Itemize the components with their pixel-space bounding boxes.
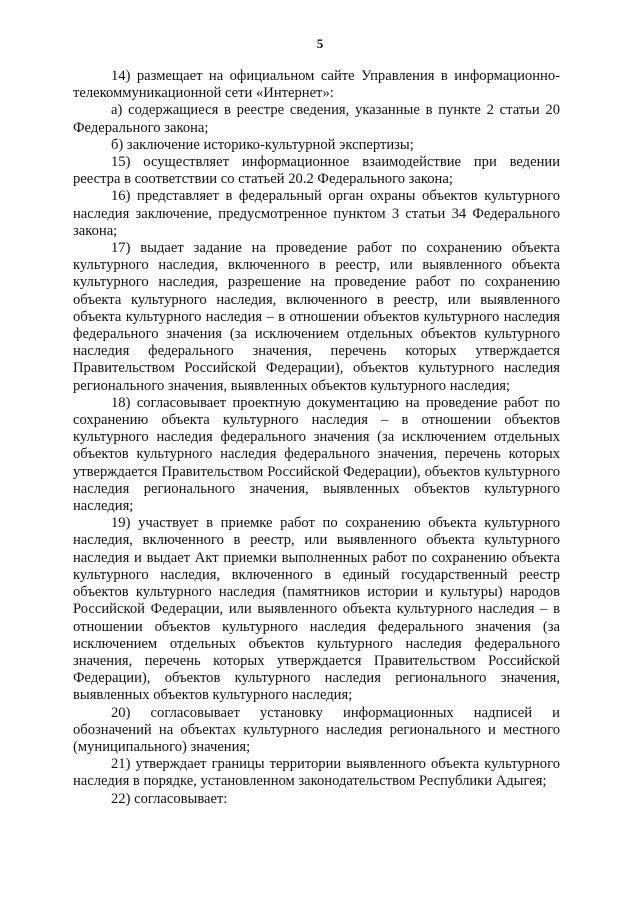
document-body bbox=[73, 68, 560, 808]
paragraph-item-18: 18) согласовывает проектную документацию на проведение работ по сохранению объекта культурного наследия – в отношении объектов культурного наследия федерального значения (за исключением отдельных объектов культурного наследия федерального значения, перечень которых утверждается Правительством Российской Федерации), объектов культурного наследия регионального значения, выявленных объектов культурного наследия; bbox=[73, 394, 560, 515]
paragraph-item-15: 15) осуществляет информационное взаимодействие при ведении реестра в соответствии со статьей 20.2 Федерального закона; bbox=[73, 154, 560, 188]
paragraph-item-14: 14) размещает на официальном сайте Управления в информационно-телекоммуникационной сети «Интернет»: bbox=[73, 68, 560, 102]
paragraph-subitem-a: а) содержащиеся в реестре сведения, указанные в пункте 2 статьи 20 Федерального закона; bbox=[73, 102, 560, 136]
paragraph-item-21: 21) утверждает границы территории выявленного объекта культурного наследия в порядке, установленном законодательством Республики Адыгея; bbox=[73, 756, 560, 790]
paragraph-item-16: 16) представляет в федеральный орган охраны объектов культурного наследия заключение, предусмотренное пунктом 3 статьи 34 Федерального закона; bbox=[73, 188, 560, 239]
paragraph-item-20: 20) согласовывает установку информационных надписей и обозначений на объектах культурного наследия регионального и местного (муниципального) значения; bbox=[73, 704, 560, 755]
page-number: 5 bbox=[316, 36, 324, 51]
paragraph-item-22: 22) согласовывает: bbox=[111, 790, 228, 807]
paragraph-item-17: 17) выдает задание на проведение работ по сохранению объекта культурного наследия, включенного в реестр, или выявленного объекта культурного наследия, разрешение на проведение работ по сохранению объекта культурного наследия, включенного в реестр, или выявленного объекта культурного наследия – в отношении объектов культурного наследия федерального значения (за исключением отдельных объектов культурного наследия федерального значения, перечень которых утверждается Правительством Российской Федерации), объектов культурного наследия регионального значения, выявленных объектов культурного наследия; bbox=[73, 240, 560, 394]
paragraph-item-19: 19) участвует в приемке работ по сохранению объекта культурного наследия, включенного в реестр, или выявленного объекта культурного наследия и выдает Акт приемки выполненных работ по сохранению объекта культурного наследия, включенного в единый государственный реестр объектов культурного наследия (памятников истории и культуры) народов Российской Федерации, или выявленного объекта культурного наследия – в отношении объектов культурного наследия федерального значения (за исключением отдельных объектов культурного наследия федерального значения, перечень которых утверждается Правительством Российской Федерации), объектов культурного наследия регионального значения, выявленных объектов культурного наследия; bbox=[73, 515, 560, 704]
paragraph-subitem-b: б) заключение историко-культурной экспертизы; bbox=[111, 136, 414, 153]
